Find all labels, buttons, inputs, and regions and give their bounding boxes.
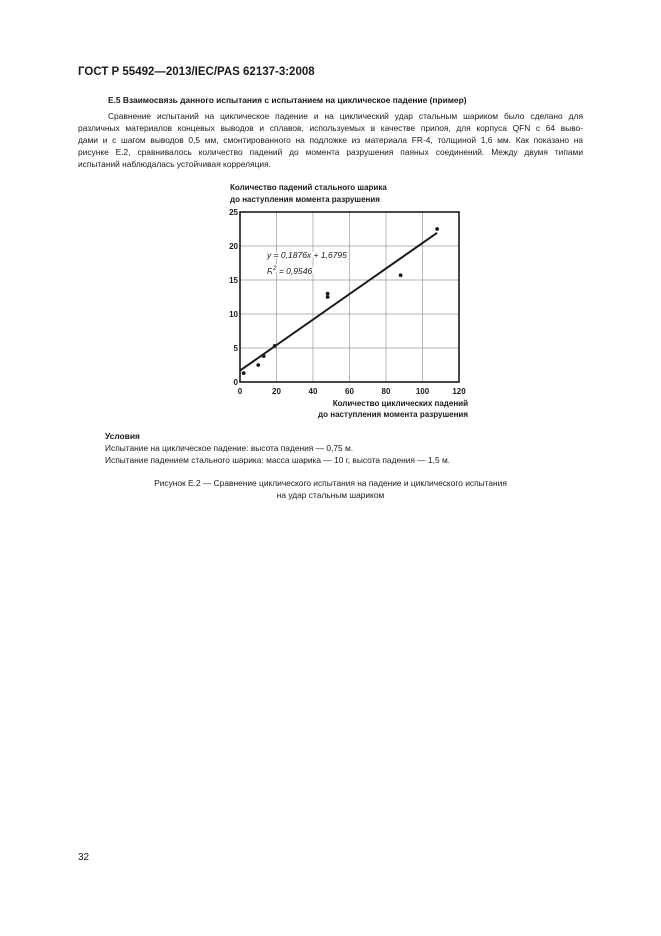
r-squared-label: $R^2 = 0,9546$ <box>267 266 313 276</box>
data-point <box>262 354 266 358</box>
y-tick-label: 10 <box>229 310 238 319</box>
paragraph-line: различных материалов концевых выводов и сплавов, используемых в качестве припоя, для корпуса QFN с 64 выво- <box>78 123 583 133</box>
paragraph-line: дами и с шагом выводов 0,5 мм, смонтированного на подложке из материала FR-4, толщиной 1,6 мм. Как показано на <box>78 135 583 145</box>
x-tick-label: 80 <box>381 387 391 396</box>
figure-caption-line2: на удар стальным шариком <box>276 490 385 500</box>
section-title: Е.5 Взаимосвязь данного испытания с испытанием на циклическое падение (пример) <box>108 95 467 105</box>
correlation-chart <box>224 180 484 425</box>
x-tick-label: 120 <box>452 387 466 396</box>
x-axis-label-line2: до наступления момента разрушения <box>318 410 468 419</box>
data-point <box>273 344 277 348</box>
data-point <box>435 227 439 231</box>
x-tick-label: 40 <box>308 387 318 396</box>
data-point <box>256 363 260 367</box>
document-header: ГОСТ Р 55492—2013/IEC/PAS 62137-3:2008 <box>78 66 315 78</box>
x-tick-label: 100 <box>415 387 430 396</box>
data-point <box>242 371 246 375</box>
data-point <box>326 292 330 296</box>
condition-line: Испытание на циклическое падение: высота падения — 0,75 м. <box>105 443 354 453</box>
conditions-title: Условия <box>105 431 140 441</box>
x-tick-label: 0 <box>237 387 243 396</box>
chart-grid <box>240 212 459 382</box>
body-paragraph <box>78 110 583 170</box>
y-tick-label: 15 <box>229 276 238 285</box>
regression-equation: y = 0,1876x + 1,6795 <box>267 250 347 260</box>
data-point <box>326 295 330 299</box>
y-tick-label: 20 <box>229 242 238 251</box>
y-axis-label-line1: Количество падений стального шарика <box>230 183 387 192</box>
page-number: 32 <box>78 852 90 863</box>
x-tick-label: 20 <box>272 387 281 396</box>
condition-line: Испытание падением стального шарика: масса шарика — 10 г, высота падения — 1,5 м. <box>105 455 451 465</box>
paragraph-line: Сравнение испытаний на циклическое падение и на циклический удар стальным шариком было сделано для <box>108 111 583 121</box>
data-point <box>399 273 403 277</box>
y-tick-label: 0 <box>233 378 238 387</box>
y-tick-label: 25 <box>229 208 238 217</box>
x-axis-label-line1: Количество циклических падений <box>332 399 468 408</box>
paragraph-line: испытаний наблюдалась устойчивая корреляция. <box>78 159 271 169</box>
figure-caption-line1: Рисунок Е.2 — Сравнение циклического испытания на падение и циклического испытания <box>154 478 507 488</box>
y-tick-label: 5 <box>233 344 238 353</box>
x-tick-label: 60 <box>345 387 354 396</box>
y-axis-label-line2: до наступления момента разрушения <box>230 195 380 204</box>
paragraph-line: рисунке Е.2, сравнивалось количество падений до момента разрушения паяных соединений. Между двумя типами <box>78 147 583 157</box>
